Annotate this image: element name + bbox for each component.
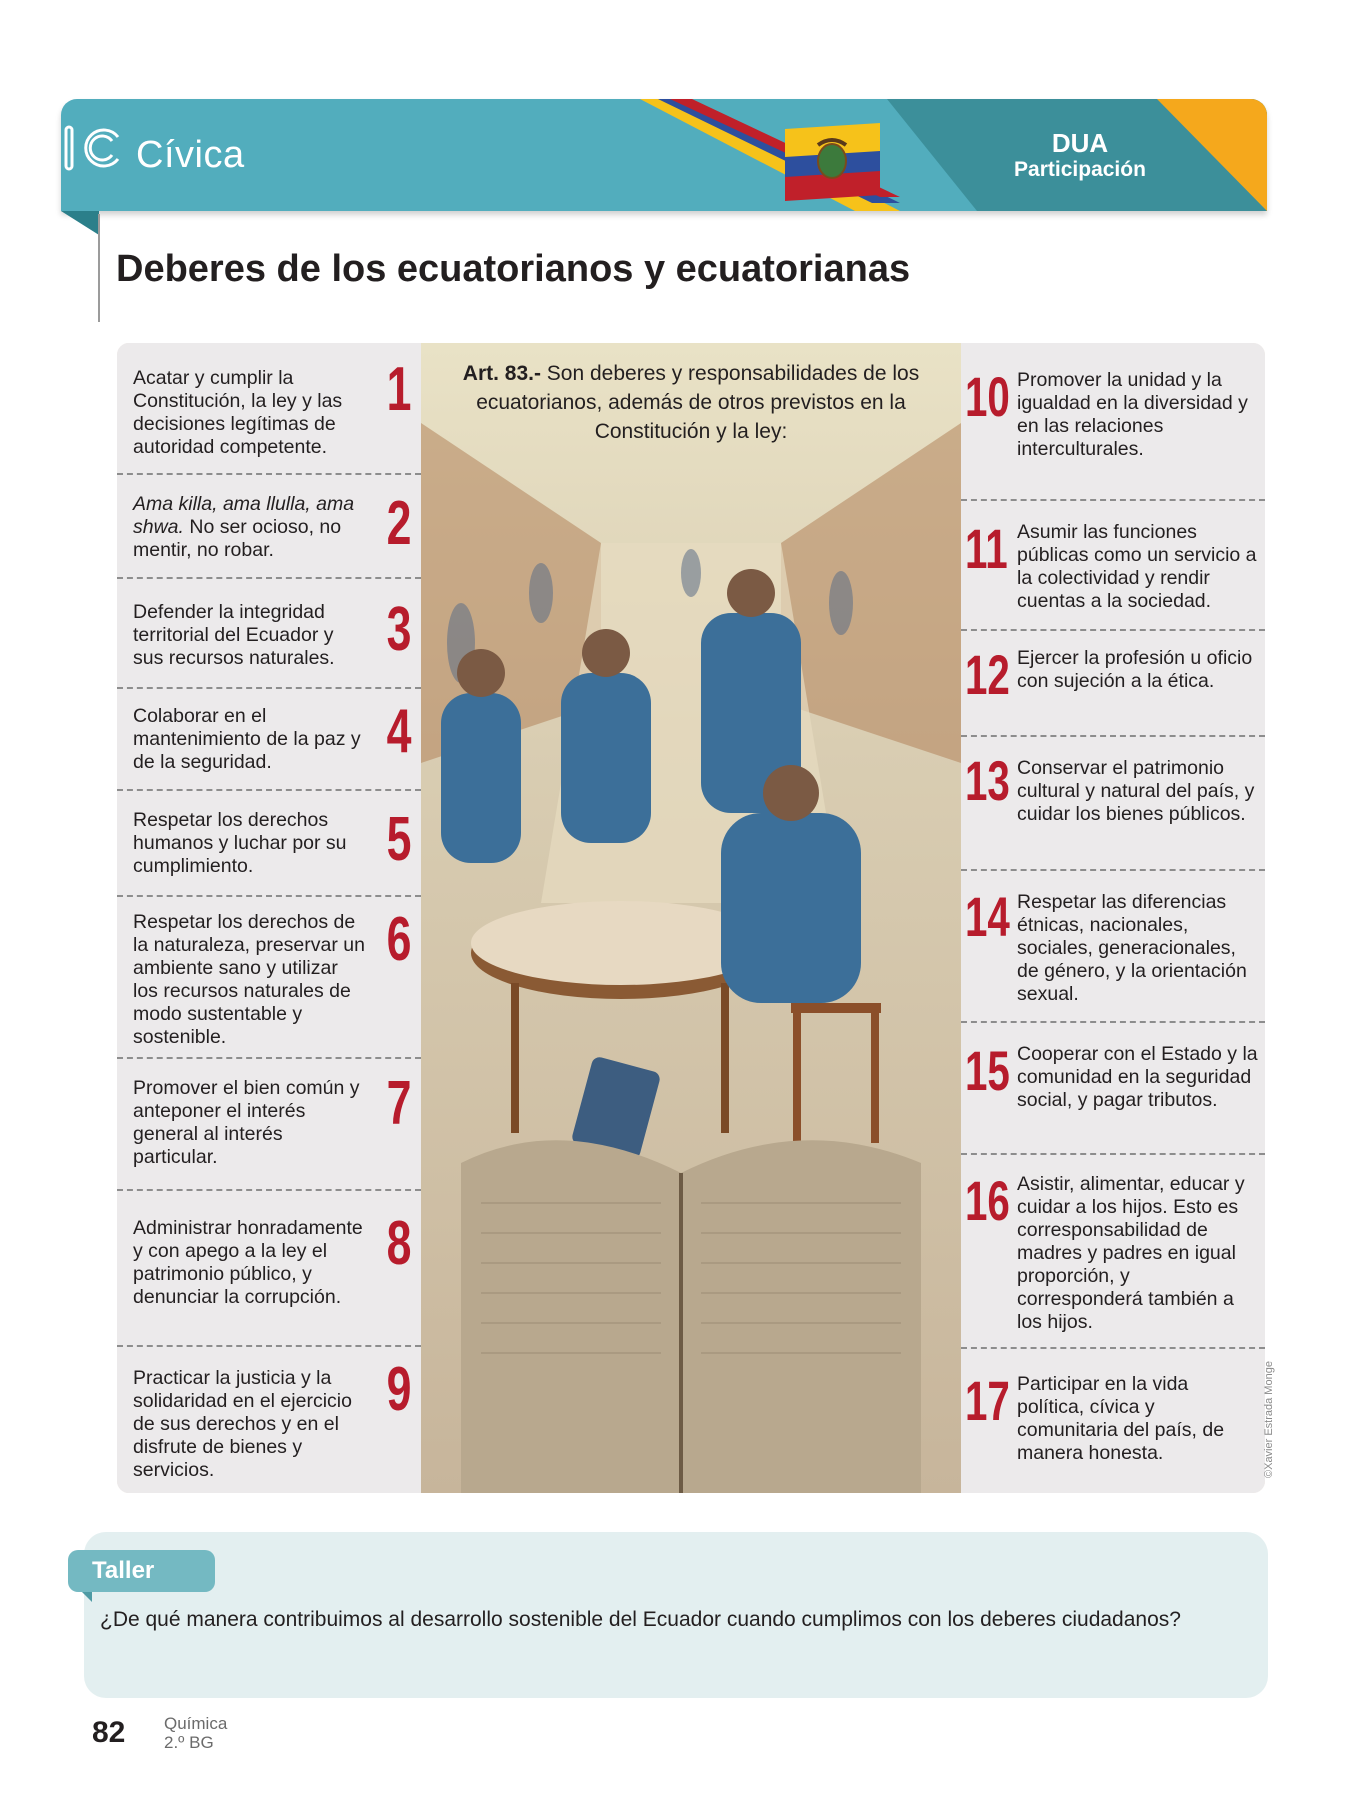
page-number: 82 xyxy=(92,1716,126,1749)
duty-number: 10 xyxy=(965,365,1010,428)
duty-text: Asumir las funciones públicas como un servicio a la colectividad y rendir cuentas a la sociedad. xyxy=(1017,521,1257,612)
duty-number: 14 xyxy=(965,885,1010,948)
duty-text: Administrar honradamente y con apego a la ley el patrimonio público, y denunciar la corrupción. xyxy=(133,1217,363,1308)
duty-number: 9 xyxy=(386,1355,411,1424)
illustration-meeting-image xyxy=(421,343,961,1493)
taller-label: Taller xyxy=(68,1550,215,1592)
section-title: Cívica xyxy=(136,134,245,176)
duty-text: Respetar los derechos humanos y luchar por su cumplimiento. xyxy=(133,809,347,877)
duty-text: Participar en la vida política, cívica y comunitaria del país, de manera honesta. xyxy=(1017,1373,1225,1464)
duty-text: Practicar la justicia y la solidaridad en el ejercicio de sus derechos y en el disfrute de bienes y servicios. xyxy=(133,1367,352,1481)
grade-label: 2.º BG xyxy=(164,1733,214,1752)
duty-item xyxy=(961,871,1265,1023)
duty-text: Promover el bien común y anteponer el interés general al interés particular. xyxy=(133,1077,360,1168)
duty-text: Conservar el patrimonio cultural y natural del país, y cuidar los bienes públicos. xyxy=(1017,757,1255,825)
duty-item xyxy=(117,689,421,791)
duty-text-rest: No ser ocioso, no mentir, no robar. xyxy=(133,516,342,561)
duties-column-right xyxy=(961,343,1265,1493)
page-title: Deberes de los ecuatorianos y ecuatorianas xyxy=(116,248,911,290)
taller-question: ¿De qué manera contribuimos al desarrollo sostenible del Ecuador cuando cumplimos con los deberes ciudadanos? xyxy=(100,1608,1181,1631)
dua-badge-subtitle: Participación xyxy=(1014,158,1146,181)
duty-number: 7 xyxy=(386,1069,411,1138)
duty-item xyxy=(117,475,421,579)
duty-text: Ejercer la profesión u oficio con sujeción a la ética. xyxy=(1017,647,1253,692)
duty-item xyxy=(961,1155,1265,1349)
duty-number: 16 xyxy=(965,1169,1010,1232)
duty-number: 13 xyxy=(965,749,1010,812)
duty-number: 2 xyxy=(386,489,411,558)
article-83-heading xyxy=(421,359,961,446)
duty-text: Asistir, alimentar, educar y cuidar a los hijos. Esto es corresponsabilidad de madres y padres en igual proporción, y corresponderá también a los hijos. xyxy=(1017,1173,1245,1333)
duty-text: Respetar los derechos de la naturaleza, preservar un ambiente sano y utilizar los recursos naturales de modo sustentable y sostenible. xyxy=(133,911,365,1048)
duty-text: Colaborar en el mantenimiento de la paz y de la seguridad. xyxy=(133,705,361,773)
duty-text: Acatar y cumplir la Constitución, la ley y las decisiones legítimas de autoridad competente. xyxy=(133,367,343,458)
duty-number: 17 xyxy=(965,1369,1010,1432)
duty-item xyxy=(961,1023,1265,1155)
duty-item xyxy=(117,1347,421,1493)
duty-item xyxy=(961,343,1265,501)
duty-text xyxy=(133,493,367,562)
duty-number: 4 xyxy=(386,697,411,766)
duty-number: 1 xyxy=(386,355,411,424)
article-text: Son deberes y responsabilidades de los ecuatorianos, además de otros previstos en la Constitución y la ley: xyxy=(476,362,920,443)
subject-name: Química xyxy=(164,1714,228,1733)
duty-item xyxy=(961,1349,1265,1493)
duty-text: Defender la integridad territorial del Ecuador y sus recursos naturales. xyxy=(133,601,335,669)
banner-fold xyxy=(61,211,99,235)
title-rule xyxy=(98,214,100,322)
duty-text: Cooperar con el Estado y la comunidad en la seguridad social, y pagar tributos. xyxy=(1017,1043,1258,1111)
duty-item xyxy=(117,897,421,1059)
duty-item xyxy=(961,737,1265,871)
duty-text: Promover la unidad y la igualdad en la diversidad y en las relaciones interculturales. xyxy=(1017,369,1248,460)
dua-badge-title: DUA xyxy=(1051,128,1109,158)
footer-subject xyxy=(164,1714,227,1752)
image-credit: ©Xavier Estrada Monge xyxy=(1263,1361,1275,1478)
duty-text: Respetar las diferencias étnicas, nacionales, sociales, generacionales, de género, y la orientación sexual. xyxy=(1017,891,1247,1005)
duty-item xyxy=(961,631,1265,737)
article-label: Art. 83.- xyxy=(462,362,541,385)
ecuador-flag-ribbon-icon xyxy=(640,99,990,211)
duty-item xyxy=(117,343,421,475)
duty-item xyxy=(117,1191,421,1347)
duties-infographic xyxy=(117,343,1265,1493)
duty-number: 6 xyxy=(386,905,411,974)
duty-number: 3 xyxy=(386,595,411,664)
duty-text-kichwa: Ama killa, ama llulla, ama shwa. xyxy=(133,493,355,538)
duty-number: 8 xyxy=(386,1209,411,1278)
duty-number: 12 xyxy=(965,643,1010,706)
duty-item xyxy=(117,579,421,689)
duty-item xyxy=(961,501,1265,631)
duty-item xyxy=(117,791,421,897)
duty-number: 15 xyxy=(965,1039,1010,1102)
duty-number: 5 xyxy=(386,805,411,874)
ic-logo-icon xyxy=(64,124,128,172)
duties-column-left xyxy=(117,343,421,1493)
duty-number: 11 xyxy=(965,517,1008,580)
duty-item xyxy=(117,1059,421,1191)
